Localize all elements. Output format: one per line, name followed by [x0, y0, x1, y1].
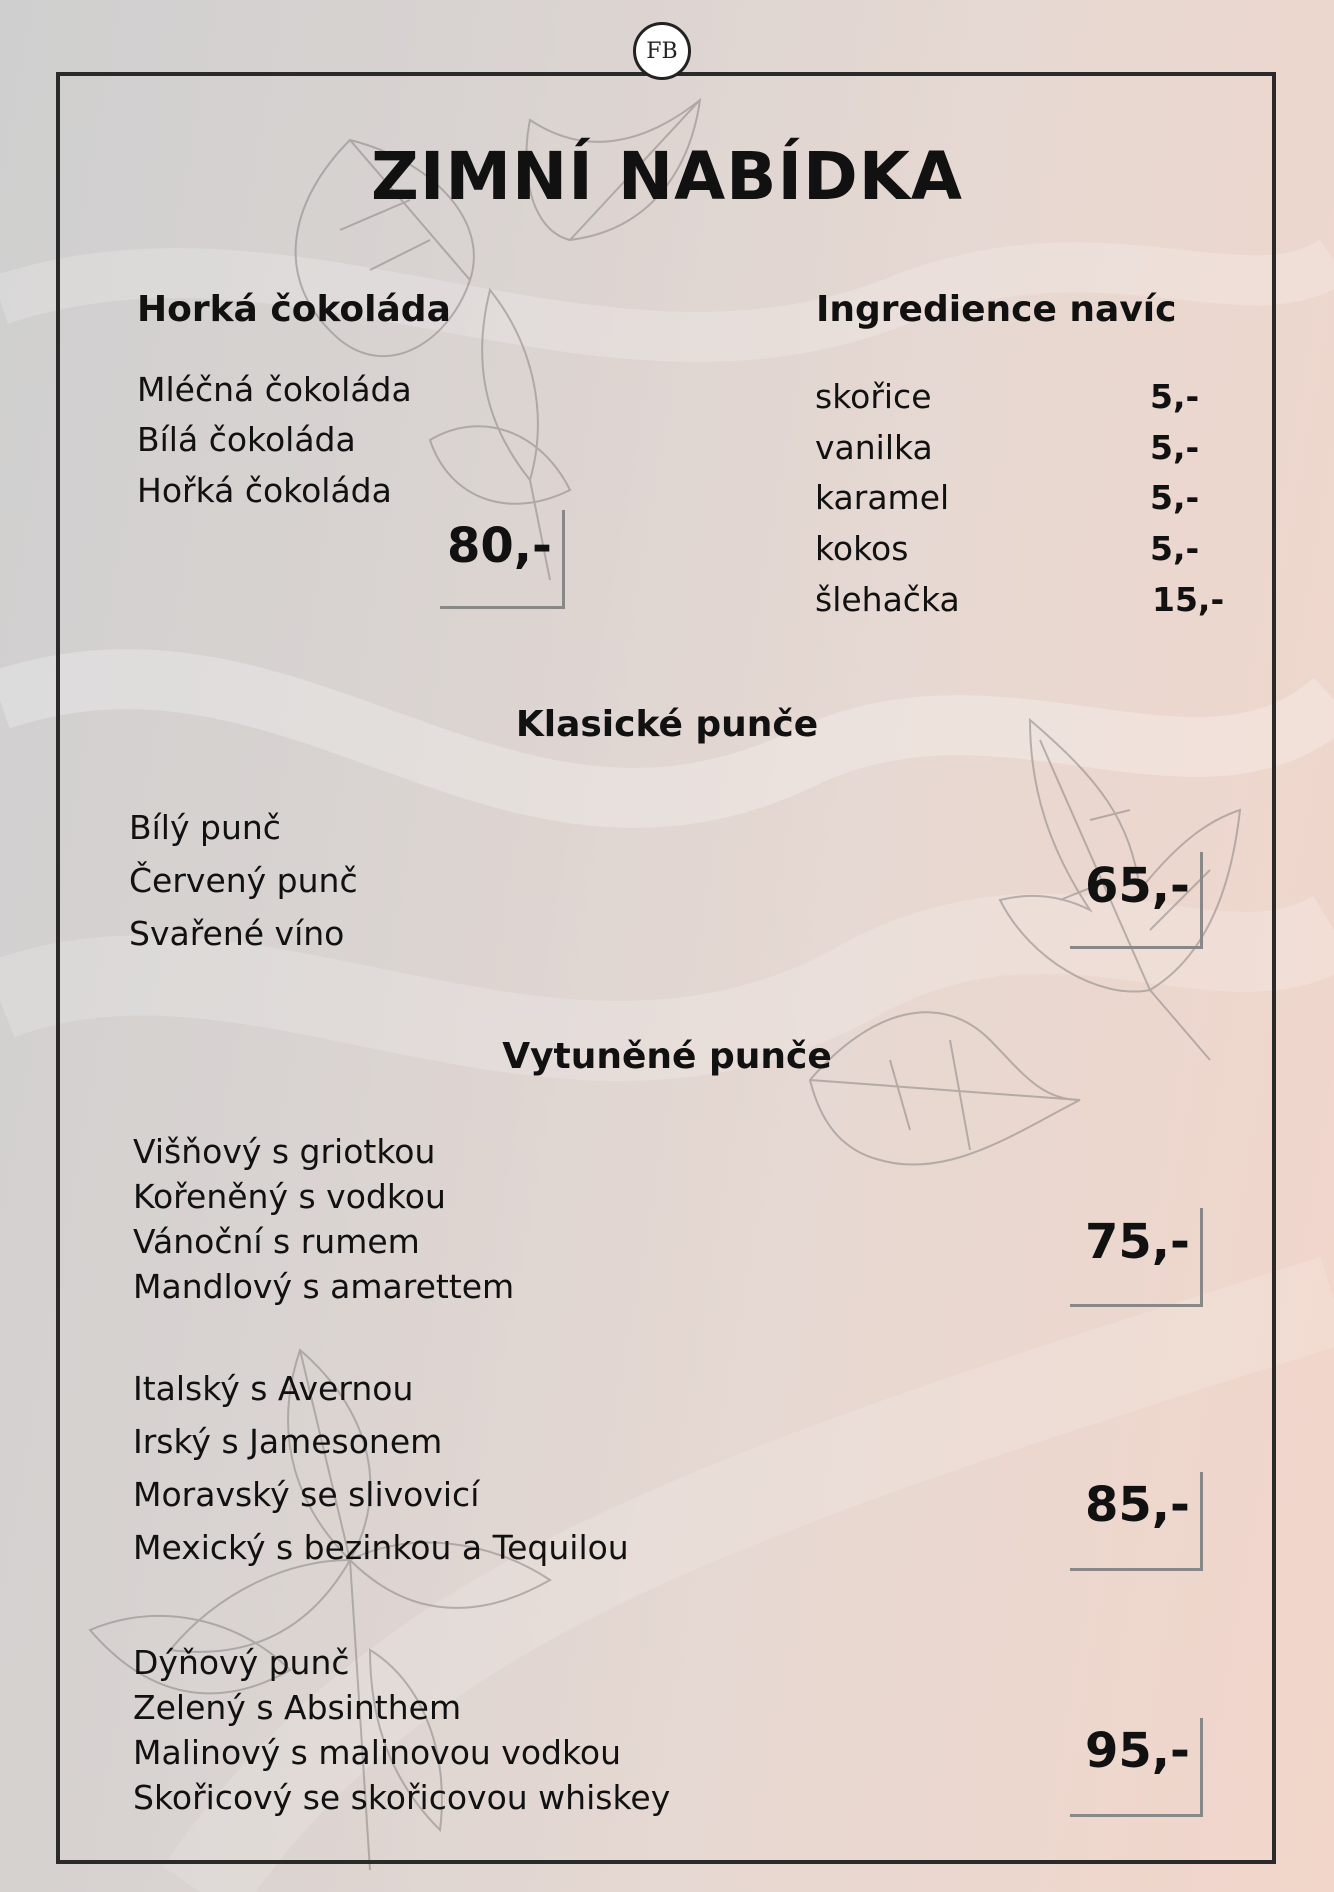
extra-item-name: skořice: [815, 377, 932, 416]
tuned-punch-item: Irský s Jamesonem: [133, 1422, 443, 1461]
menu-title: ZIMNÍ NABÍDKA: [370, 138, 964, 215]
tuned-punch-item: Višňový s griotkou: [133, 1132, 436, 1171]
extra-item-name: šlehačka: [815, 580, 960, 619]
hot-chocolate-heading: Horká čokoláda: [137, 289, 451, 330]
brand-logo: [633, 22, 691, 80]
tuned-punch-item: Dýňový punč: [133, 1643, 350, 1682]
logo-text: FB: [646, 38, 678, 64]
classic-punch-item: Červený punč: [129, 861, 358, 900]
menu-frame: [56, 72, 1276, 1864]
extra-item-price: 5,-: [1150, 428, 1200, 467]
hot-chocolate-item: Bílá čokoláda: [137, 420, 356, 459]
tuned-punch-item: Moravský se slivovicí: [133, 1475, 480, 1514]
extra-item-price: 5,-: [1150, 377, 1200, 416]
classic-punch-heading: Klasické punče: [515, 704, 819, 745]
extra-item-name: karamel: [815, 478, 950, 517]
tuned-punch-item: Kořeněný s vodkou: [133, 1177, 446, 1216]
tuned-punch-item: Vánoční s rumem: [133, 1222, 420, 1261]
tuned-punch-price: 95,-: [1085, 1723, 1190, 1779]
tuned-punch-item: Zelený s Absinthem: [133, 1688, 462, 1727]
hot-chocolate-item: Mléčná čokoláda: [137, 370, 412, 409]
tuned-punch-item: Mexický s bezinkou a Tequilou: [133, 1528, 629, 1567]
tuned-punch-price: 85,-: [1085, 1477, 1190, 1533]
tuned-punch-item: Malinový s malinovou vodkou: [133, 1733, 622, 1772]
classic-punch-price: 65,-: [1085, 858, 1190, 914]
tuned-punch-item: Italský s Avernou: [133, 1369, 414, 1408]
extra-item-price: 15,-: [1152, 580, 1225, 619]
classic-punch-item: Svařené víno: [129, 914, 345, 953]
extras-heading: Ingredience navíc: [816, 289, 1177, 330]
extra-item-name: vanilka: [815, 428, 933, 467]
tuned-punch-item: Mandlový s amarettem: [133, 1267, 515, 1306]
extra-item-name: kokos: [815, 529, 909, 568]
tuned-punch-price: 75,-: [1085, 1214, 1190, 1270]
extra-item-price: 5,-: [1150, 478, 1200, 517]
extra-item-price: 5,-: [1150, 529, 1200, 568]
tuned-punch-item: Skořicový se skořicovou whiskey: [133, 1778, 671, 1817]
tuned-punch-heading: Vytuněné punče: [502, 1036, 832, 1077]
classic-punch-item: Bílý punč: [129, 808, 281, 847]
hot-chocolate-price: 80,-: [447, 518, 552, 574]
hot-chocolate-item: Hořká čokoláda: [137, 471, 392, 510]
